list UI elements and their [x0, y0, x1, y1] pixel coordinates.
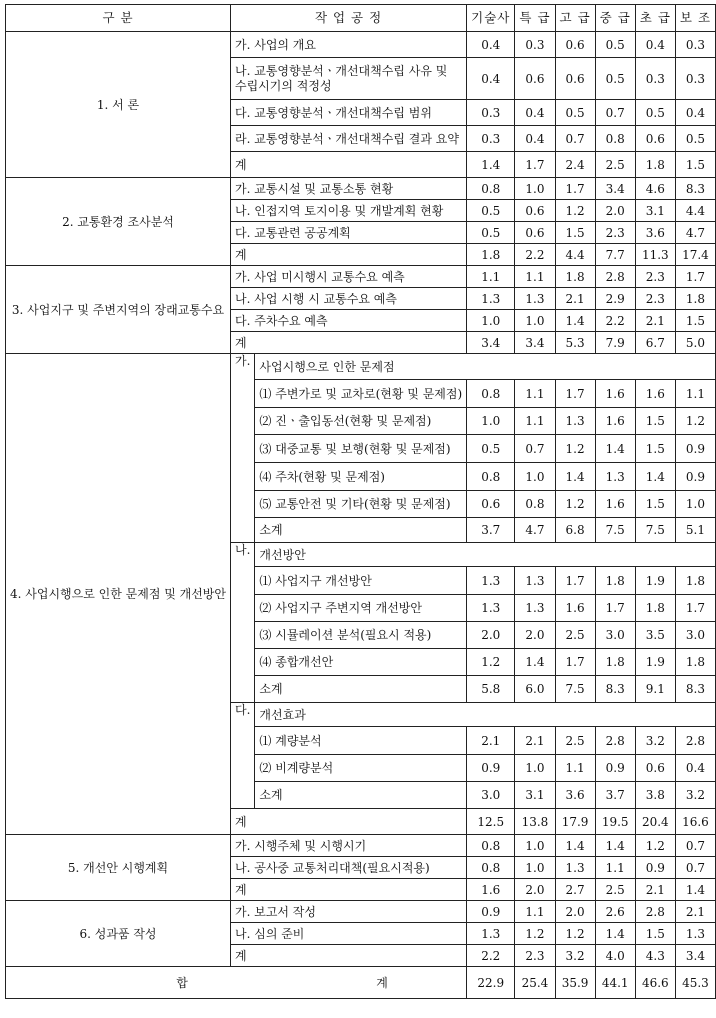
value-cell: 1.6: [635, 380, 675, 408]
value-cell: 1.8: [675, 288, 715, 310]
value-cell: 1.2: [555, 200, 595, 222]
value-cell: 1.0: [467, 310, 515, 332]
process-item: 계: [231, 809, 467, 835]
category-cell: 2. 교통환경 조사분석: [6, 178, 231, 266]
value-cell: 1.8: [595, 649, 635, 676]
value-cell: 0.6: [467, 491, 515, 518]
value-cell: 2.0: [555, 901, 595, 923]
value-cell: 1.0: [675, 491, 715, 518]
work-effort-table: [5, 4, 716, 999]
process-item: ⑸ 교통안전 및 기타(현황 및 문제점): [255, 491, 467, 518]
value-cell: 1.9: [635, 649, 675, 676]
value-cell: 0.5: [595, 32, 635, 58]
table-row: [6, 32, 716, 58]
value-cell: 1.2: [555, 491, 595, 518]
value-cell: 0.8: [467, 835, 515, 857]
value-cell: 0.9: [635, 857, 675, 879]
value-cell: 1.8: [675, 649, 715, 676]
value-cell: 4.7: [675, 222, 715, 244]
value-cell: 0.4: [675, 755, 715, 782]
value-cell: 1.0: [467, 408, 515, 435]
value-cell: 25.4: [515, 967, 555, 999]
value-cell: 0.4: [467, 32, 515, 58]
value-cell: 2.0: [515, 879, 555, 901]
value-cell: 7.5: [555, 676, 595, 703]
table-body: [6, 32, 716, 999]
value-cell: 3.8: [635, 782, 675, 809]
process-item: ⑷ 주차(현황 및 문제점): [255, 463, 467, 491]
value-cell: 0.6: [555, 58, 595, 100]
value-cell: 7.5: [595, 518, 635, 543]
value-cell: 0.3: [675, 58, 715, 100]
value-cell: 22.9: [467, 967, 515, 999]
value-cell: 1.8: [635, 152, 675, 178]
value-cell: 2.8: [595, 727, 635, 755]
value-cell: 2.4: [555, 152, 595, 178]
value-cell: 0.3: [467, 100, 515, 126]
value-cell: 0.5: [467, 222, 515, 244]
header-process: 작 업 공 정: [231, 5, 467, 32]
value-cell: 20.4: [635, 809, 675, 835]
value-cell: 0.8: [515, 491, 555, 518]
group-title: 개선효과: [255, 703, 716, 727]
value-cell: 1.5: [635, 923, 675, 945]
value-cell: 0.5: [467, 200, 515, 222]
process-item: ⑵ 비계량분석: [255, 755, 467, 782]
value-cell: 3.2: [555, 945, 595, 967]
value-cell: 4.4: [675, 200, 715, 222]
value-cell: 44.1: [595, 967, 635, 999]
value-cell: 3.0: [467, 782, 515, 809]
value-cell: 16.6: [675, 809, 715, 835]
value-cell: 1.3: [515, 595, 555, 622]
value-cell: 0.7: [675, 857, 715, 879]
value-cell: 1.4: [635, 463, 675, 491]
value-cell: 1.8: [675, 567, 715, 595]
process-item: 나. 심의 준비: [231, 923, 467, 945]
value-cell: 1.3: [515, 288, 555, 310]
value-cell: 46.6: [635, 967, 675, 999]
value-cell: 1.4: [467, 152, 515, 178]
value-cell: 1.6: [555, 595, 595, 622]
value-cell: 0.3: [467, 126, 515, 152]
value-cell: 3.4: [467, 332, 515, 354]
header-grade: 중 급: [595, 5, 635, 32]
value-cell: 1.3: [515, 567, 555, 595]
value-cell: 1.4: [595, 835, 635, 857]
value-cell: 1.1: [675, 380, 715, 408]
value-cell: 1.7: [675, 266, 715, 288]
value-cell: 1.0: [515, 857, 555, 879]
value-cell: 1.2: [555, 923, 595, 945]
value-cell: 1.1: [595, 857, 635, 879]
value-cell: 0.9: [467, 755, 515, 782]
value-cell: 1.7: [555, 380, 595, 408]
value-cell: 3.4: [515, 332, 555, 354]
value-cell: 2.0: [595, 200, 635, 222]
value-cell: 3.0: [595, 622, 635, 649]
value-cell: 0.7: [515, 435, 555, 463]
value-cell: 1.5: [635, 435, 675, 463]
value-cell: 0.3: [515, 32, 555, 58]
value-cell: 2.3: [515, 945, 555, 967]
value-cell: 0.7: [595, 100, 635, 126]
process-item: ⑵ 진ㆍ출입동선(현황 및 문제점): [255, 408, 467, 435]
value-cell: 2.6: [595, 901, 635, 923]
value-cell: 35.9: [555, 967, 595, 999]
value-cell: 0.8: [467, 463, 515, 491]
value-cell: 3.6: [555, 782, 595, 809]
table-row: [6, 835, 716, 857]
process-item: 나. 교통영향분석ㆍ개선대책수립 사유 및 수립시기의 적정성: [231, 58, 467, 100]
value-cell: 1.7: [555, 178, 595, 200]
value-cell: 3.2: [675, 782, 715, 809]
value-cell: 0.6: [515, 58, 555, 100]
process-item: ⑶ 대중교통 및 보행(현황 및 문제점): [255, 435, 467, 463]
process-item: ⑵ 사업지구 주변지역 개선방안: [255, 595, 467, 622]
value-cell: 1.7: [675, 595, 715, 622]
value-cell: 1.2: [675, 408, 715, 435]
process-item: 계: [231, 332, 467, 354]
process-item: 가. 시행주체 및 시행시기: [231, 835, 467, 857]
value-cell: 1.3: [467, 923, 515, 945]
value-cell: 2.5: [555, 727, 595, 755]
process-item: 계: [231, 879, 467, 901]
value-cell: 1.4: [555, 463, 595, 491]
value-cell: 1.6: [595, 491, 635, 518]
value-cell: 5.1: [675, 518, 715, 543]
value-cell: 0.5: [595, 58, 635, 100]
value-cell: 0.8: [467, 178, 515, 200]
process-item: ⑴ 계량분석: [255, 727, 467, 755]
header-row: [6, 5, 716, 32]
value-cell: 2.8: [595, 266, 635, 288]
value-cell: 6.7: [635, 332, 675, 354]
value-cell: 1.0: [515, 835, 555, 857]
process-item: ⑷ 종합개선안: [255, 649, 467, 676]
value-cell: 1.2: [515, 923, 555, 945]
value-cell: 2.2: [595, 310, 635, 332]
value-cell: 2.1: [467, 727, 515, 755]
process-item: 다. 주차수요 예측: [231, 310, 467, 332]
process-item: 소계: [255, 782, 467, 809]
value-cell: 0.6: [515, 222, 555, 244]
value-cell: 3.0: [675, 622, 715, 649]
process-item: 가. 사업의 개요: [231, 32, 467, 58]
value-cell: 3.1: [635, 200, 675, 222]
value-cell: 0.5: [635, 100, 675, 126]
value-cell: 3.1: [515, 782, 555, 809]
process-item: 계: [231, 244, 467, 266]
category-cell: 5. 개선안 시행계획: [6, 835, 231, 901]
value-cell: 1.8: [555, 266, 595, 288]
value-cell: 1.4: [555, 835, 595, 857]
value-cell: 0.5: [675, 126, 715, 152]
value-cell: 1.2: [635, 835, 675, 857]
value-cell: 1.3: [555, 408, 595, 435]
value-cell: 1.6: [595, 408, 635, 435]
grand-total-label-b: 계: [376, 975, 388, 990]
group-title: 사업시행으로 인한 문제점: [255, 354, 716, 380]
group-title-row: [6, 354, 716, 380]
value-cell: 0.8: [595, 126, 635, 152]
value-cell: 1.0: [515, 463, 555, 491]
value-cell: 4.4: [555, 244, 595, 266]
value-cell: 1.4: [595, 923, 635, 945]
process-item: 가. 사업 미시행시 교통수요 예측: [231, 266, 467, 288]
group-marker: 나.: [231, 543, 255, 703]
value-cell: 8.3: [675, 676, 715, 703]
process-item: 가. 교통시설 및 교통소통 현황: [231, 178, 467, 200]
value-cell: 0.4: [467, 58, 515, 100]
value-cell: 2.3: [595, 222, 635, 244]
value-cell: 11.3: [635, 244, 675, 266]
value-cell: 1.5: [675, 152, 715, 178]
value-cell: 3.6: [635, 222, 675, 244]
value-cell: 1.1: [515, 408, 555, 435]
value-cell: 5.0: [675, 332, 715, 354]
value-cell: 3.4: [595, 178, 635, 200]
value-cell: 13.8: [515, 809, 555, 835]
process-item: 계: [231, 152, 467, 178]
value-cell: 0.9: [595, 755, 635, 782]
value-cell: 1.1: [467, 266, 515, 288]
process-item: ⑴ 사업지구 개선방안: [255, 567, 467, 595]
value-cell: 0.6: [635, 126, 675, 152]
value-cell: 2.3: [635, 288, 675, 310]
value-cell: 0.6: [515, 200, 555, 222]
process-item: 소계: [255, 676, 467, 703]
header-grade: 특 급: [515, 5, 555, 32]
value-cell: 1.7: [555, 649, 595, 676]
value-cell: 1.8: [635, 595, 675, 622]
value-cell: 7.9: [595, 332, 635, 354]
process-item: 나. 공사중 교통처리대책(필요시적용): [231, 857, 467, 879]
process-item: 라. 교통영향분석ㆍ개선대책수립 결과 요약: [231, 126, 467, 152]
value-cell: 0.4: [675, 100, 715, 126]
value-cell: 2.5: [595, 152, 635, 178]
value-cell: 6.0: [515, 676, 555, 703]
value-cell: 0.7: [555, 126, 595, 152]
grand-total-row: [6, 967, 716, 999]
value-cell: 45.3: [675, 967, 715, 999]
value-cell: 3.7: [595, 782, 635, 809]
value-cell: 4.6: [635, 178, 675, 200]
value-cell: 1.3: [675, 923, 715, 945]
header-grade: 고 급: [555, 5, 595, 32]
group-title: 개선방안: [255, 543, 716, 567]
value-cell: 1.1: [515, 266, 555, 288]
value-cell: 8.3: [675, 178, 715, 200]
value-cell: 17.9: [555, 809, 595, 835]
value-cell: 0.4: [515, 100, 555, 126]
value-cell: 1.4: [595, 435, 635, 463]
value-cell: 17.4: [675, 244, 715, 266]
value-cell: 2.2: [467, 945, 515, 967]
value-cell: 0.9: [675, 463, 715, 491]
group-marker: 가.: [231, 354, 255, 543]
category-cell: 3. 사업지구 및 주변지역의 장래교통수요: [6, 266, 231, 354]
value-cell: 3.2: [635, 727, 675, 755]
value-cell: 1.3: [555, 857, 595, 879]
value-cell: 2.1: [555, 288, 595, 310]
value-cell: 2.9: [595, 288, 635, 310]
value-cell: 1.6: [467, 879, 515, 901]
process-item: 가. 보고서 작성: [231, 901, 467, 923]
value-cell: 3.4: [675, 945, 715, 967]
value-cell: 2.1: [635, 310, 675, 332]
value-cell: 1.1: [515, 380, 555, 408]
value-cell: 1.5: [635, 408, 675, 435]
header-grade: 초 급: [635, 5, 675, 32]
value-cell: 1.4: [555, 310, 595, 332]
value-cell: 1.0: [515, 178, 555, 200]
value-cell: 0.4: [635, 32, 675, 58]
process-item: 나. 사업 시행 시 교통수요 예측: [231, 288, 467, 310]
process-item: ⑴ 주변가로 및 교차로(현황 및 문제점): [255, 380, 467, 408]
value-cell: 4.7: [515, 518, 555, 543]
value-cell: 1.8: [595, 567, 635, 595]
value-cell: 1.3: [467, 567, 515, 595]
value-cell: 0.5: [555, 100, 595, 126]
category-cell: 6. 성과품 작성: [6, 901, 231, 967]
value-cell: 1.1: [555, 755, 595, 782]
grand-total-label: [6, 967, 467, 999]
value-cell: 1.3: [467, 288, 515, 310]
value-cell: 0.9: [467, 901, 515, 923]
value-cell: 0.3: [635, 58, 675, 100]
value-cell: 2.1: [675, 901, 715, 923]
value-cell: 2.0: [467, 622, 515, 649]
table-row: [6, 901, 716, 923]
value-cell: 1.9: [635, 567, 675, 595]
category-cell: 4. 사업시행으로 인한 문제점 및 개선방안: [6, 354, 231, 835]
process-item: 나. 인접지역 토지이용 및 개발계획 현황: [231, 200, 467, 222]
value-cell: 5.3: [555, 332, 595, 354]
value-cell: 1.6: [595, 380, 635, 408]
value-cell: 8.3: [595, 676, 635, 703]
value-cell: 1.2: [467, 649, 515, 676]
value-cell: 1.4: [675, 879, 715, 901]
header-grade: 보 조: [675, 5, 715, 32]
value-cell: 1.5: [555, 222, 595, 244]
value-cell: 0.6: [635, 755, 675, 782]
value-cell: 2.0: [515, 622, 555, 649]
value-cell: 2.5: [555, 622, 595, 649]
value-cell: 7.7: [595, 244, 635, 266]
value-cell: 7.5: [635, 518, 675, 543]
process-item: 다. 교통영향분석ㆍ개선대책수립 범위: [231, 100, 467, 126]
process-item: ⑶ 시뮬레이션 분석(필요시 적용): [255, 622, 467, 649]
value-cell: 3.5: [635, 622, 675, 649]
value-cell: 0.7: [675, 835, 715, 857]
table-row: [6, 178, 716, 200]
value-cell: 1.7: [515, 152, 555, 178]
value-cell: 1.2: [555, 435, 595, 463]
value-cell: 2.8: [675, 727, 715, 755]
value-cell: 2.7: [555, 879, 595, 901]
value-cell: 0.8: [467, 857, 515, 879]
value-cell: 1.4: [515, 649, 555, 676]
value-cell: 4.3: [635, 945, 675, 967]
value-cell: 1.3: [467, 595, 515, 622]
value-cell: 1.0: [515, 755, 555, 782]
grand-total-label-a: 합: [176, 975, 188, 990]
group-marker: 다.: [231, 703, 255, 809]
header-category: 구 분: [6, 5, 231, 32]
table-row: [6, 266, 716, 288]
value-cell: 1.7: [555, 567, 595, 595]
value-cell: 0.4: [515, 126, 555, 152]
value-cell: 19.5: [595, 809, 635, 835]
value-cell: 3.7: [467, 518, 515, 543]
process-item: 소계: [255, 518, 467, 543]
value-cell: 1.5: [635, 491, 675, 518]
value-cell: 0.6: [555, 32, 595, 58]
value-cell: 2.1: [635, 879, 675, 901]
value-cell: 1.1: [515, 901, 555, 923]
value-cell: 0.5: [467, 435, 515, 463]
value-cell: 4.0: [595, 945, 635, 967]
value-cell: 1.3: [595, 463, 635, 491]
value-cell: 2.5: [595, 879, 635, 901]
value-cell: 0.9: [675, 435, 715, 463]
category-cell: 1. 서 론: [6, 32, 231, 178]
header-grade: 기술사: [467, 5, 515, 32]
value-cell: 0.3: [675, 32, 715, 58]
value-cell: 9.1: [635, 676, 675, 703]
value-cell: 2.3: [635, 266, 675, 288]
value-cell: 2.8: [635, 901, 675, 923]
value-cell: 2.2: [515, 244, 555, 266]
value-cell: 1.8: [467, 244, 515, 266]
value-cell: 6.8: [555, 518, 595, 543]
value-cell: 5.8: [467, 676, 515, 703]
value-cell: 1.0: [515, 310, 555, 332]
value-cell: 1.7: [595, 595, 635, 622]
value-cell: 1.5: [675, 310, 715, 332]
process-item: 계: [231, 945, 467, 967]
value-cell: 0.8: [467, 380, 515, 408]
value-cell: 2.1: [515, 727, 555, 755]
process-item: 다. 교통관련 공공계획: [231, 222, 467, 244]
value-cell: 12.5: [467, 809, 515, 835]
